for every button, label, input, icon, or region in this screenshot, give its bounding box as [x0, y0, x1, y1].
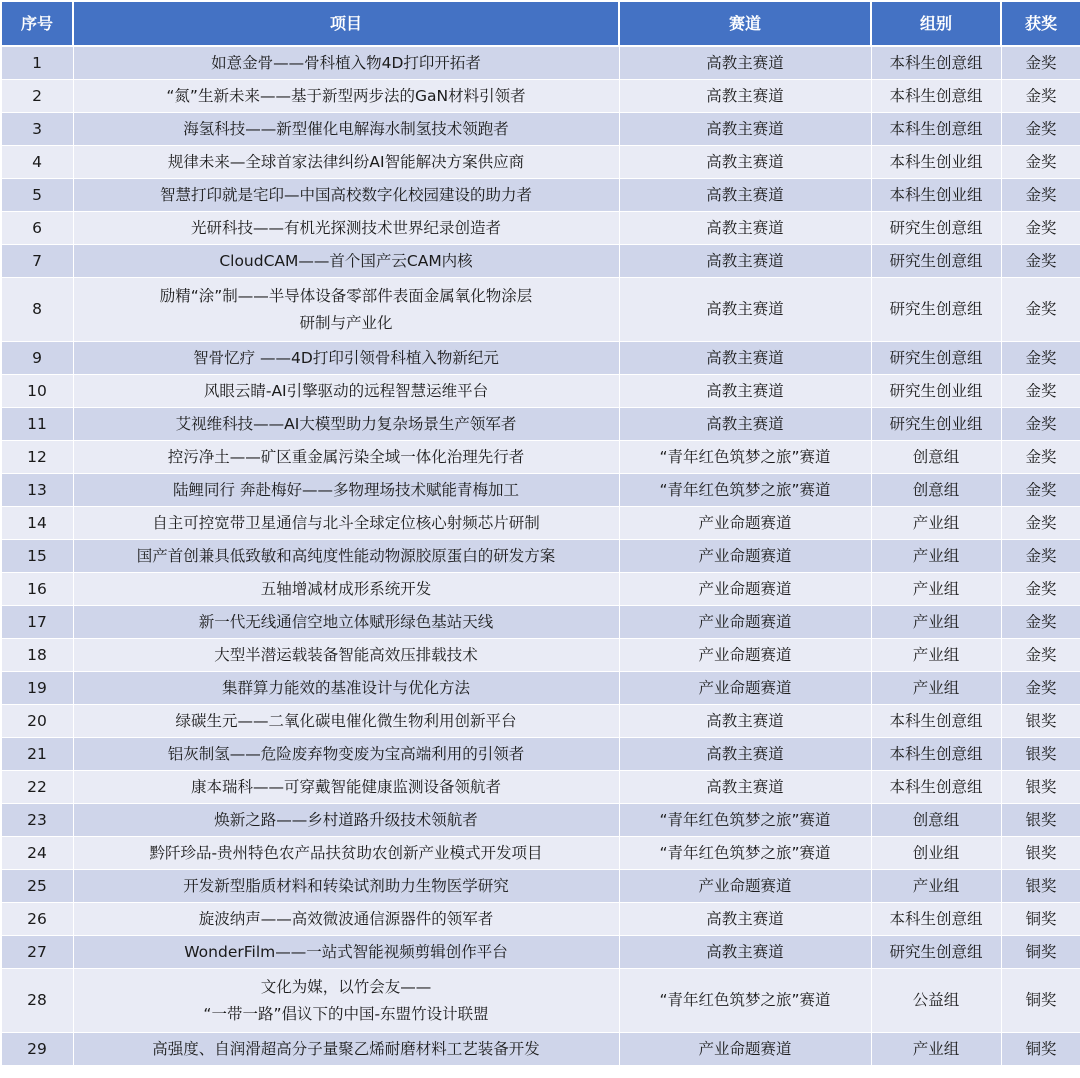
row-number: 14 — [1, 507, 73, 540]
award-level: 金奖 — [1001, 46, 1080, 80]
track-name: 产业命题赛道 — [619, 639, 871, 672]
group-name: 产业组 — [871, 672, 1001, 705]
table-row — [1, 771, 1080, 804]
project-name-line: CloudCAM——首个国产云CAM内核 — [219, 251, 473, 270]
row-number: 12 — [1, 441, 73, 474]
table-row — [1, 146, 1080, 179]
award-level: 金奖 — [1001, 441, 1080, 474]
group-name: 本科生创意组 — [871, 705, 1001, 738]
award-level: 银奖 — [1001, 738, 1080, 771]
project-name-line: 黔阡珍品-贵州特色农产品扶贫助农创新产业模式开发项目 — [149, 843, 543, 862]
project-name-line: 康本瑞科——可穿戴智能健康监测设备领航者 — [190, 777, 501, 796]
table-row — [1, 606, 1080, 639]
group-name: 产业组 — [871, 606, 1001, 639]
group-name: 本科生创意组 — [871, 113, 1001, 146]
project-name — [73, 606, 619, 639]
award-level: 金奖 — [1001, 245, 1080, 278]
row-number: 11 — [1, 408, 73, 441]
row-number: 19 — [1, 672, 73, 705]
track-name: 高教主赛道 — [619, 903, 871, 936]
award-level: 金奖 — [1001, 507, 1080, 540]
project-name-line: 艾视维科技——AI大模型助力复杂场景生产领军者 — [175, 414, 517, 433]
table-row — [1, 179, 1080, 212]
table-row — [1, 870, 1080, 903]
project-name-line: 智骨忆疗 ——4D打印引领骨科植入物新纪元 — [193, 348, 499, 367]
row-number: 18 — [1, 639, 73, 672]
project-name — [73, 870, 619, 903]
row-number: 7 — [1, 245, 73, 278]
project-name-line: 集群算力能效的基准设计与优化方法 — [221, 678, 470, 697]
project-name-line: 规律未来—全球首家法律纠纷AI智能解决方案供应商 — [167, 152, 525, 171]
track-name: “青年红色筑梦之旅”赛道 — [619, 474, 871, 507]
project-name — [73, 245, 619, 278]
award-level: 银奖 — [1001, 837, 1080, 870]
project-name-line: 开发新型脂质材料和转染试剂助力生物医学研究 — [183, 876, 509, 895]
award-level: 金奖 — [1001, 606, 1080, 639]
group-name: 本科生创意组 — [871, 903, 1001, 936]
track-name: 高教主赛道 — [619, 245, 871, 278]
row-number: 26 — [1, 903, 73, 936]
award-level: 金奖 — [1001, 672, 1080, 705]
project-name — [73, 738, 619, 771]
table-body — [1, 46, 1080, 1066]
header-group: 组别 — [871, 1, 1001, 46]
award-level: 银奖 — [1001, 870, 1080, 903]
project-name — [73, 1033, 619, 1066]
project-name-line: 焕新之路——乡村道路升级技术领航者 — [214, 810, 478, 829]
track-name: “青年红色筑梦之旅”赛道 — [619, 441, 871, 474]
project-name — [73, 639, 619, 672]
project-name-line: 国产首创兼具低致敏和高纯度性能动物源胶原蛋白的研发方案 — [136, 546, 556, 565]
row-number: 27 — [1, 936, 73, 969]
project-name — [73, 342, 619, 375]
table-row — [1, 507, 1080, 540]
track-name: 产业命题赛道 — [619, 870, 871, 903]
award-level: 金奖 — [1001, 639, 1080, 672]
table-row — [1, 639, 1080, 672]
table-row — [1, 474, 1080, 507]
award-level: 金奖 — [1001, 146, 1080, 179]
table-row — [1, 113, 1080, 146]
group-name: 产业组 — [871, 870, 1001, 903]
project-name-line: “一带一路”倡议下的中国-东盟竹设计联盟 — [203, 1004, 489, 1023]
table-row — [1, 212, 1080, 245]
track-name: 高教主赛道 — [619, 936, 871, 969]
table-row — [1, 936, 1080, 969]
award-level: 金奖 — [1001, 278, 1080, 342]
row-number: 5 — [1, 179, 73, 212]
track-name: 高教主赛道 — [619, 771, 871, 804]
project-name-line: 控污净土——矿区重金属污染全域一体化治理先行者 — [167, 447, 525, 466]
row-number: 25 — [1, 870, 73, 903]
group-name: 本科生创业组 — [871, 146, 1001, 179]
group-name: 本科生创意组 — [871, 738, 1001, 771]
header-award: 获奖 — [1001, 1, 1080, 46]
award-level: 金奖 — [1001, 540, 1080, 573]
project-name-line: WonderFilm——一站式智能视频剪辑创作平台 — [184, 942, 508, 961]
table-row — [1, 245, 1080, 278]
table-row — [1, 441, 1080, 474]
row-number: 13 — [1, 474, 73, 507]
group-name: 公益组 — [871, 969, 1001, 1033]
row-number: 10 — [1, 375, 73, 408]
row-number: 6 — [1, 212, 73, 245]
project-name — [73, 46, 619, 80]
row-number: 21 — [1, 738, 73, 771]
header-track: 赛道 — [619, 1, 871, 46]
group-name: 创意组 — [871, 441, 1001, 474]
award-level: 金奖 — [1001, 573, 1080, 606]
track-name: “青年红色筑梦之旅”赛道 — [619, 969, 871, 1033]
project-name — [73, 837, 619, 870]
group-name: 产业组 — [871, 507, 1001, 540]
project-name — [73, 705, 619, 738]
award-level: 铜奖 — [1001, 969, 1080, 1033]
track-name: 产业命题赛道 — [619, 573, 871, 606]
project-name-line: 风眼云睛-AI引擎驱动的远程智慧运维平台 — [203, 381, 489, 400]
track-name: 高教主赛道 — [619, 179, 871, 212]
project-name — [73, 212, 619, 245]
project-name — [73, 278, 619, 342]
group-name: 本科生创意组 — [871, 80, 1001, 113]
award-level: 金奖 — [1001, 80, 1080, 113]
table-row — [1, 46, 1080, 80]
group-name: 研究生创业组 — [871, 408, 1001, 441]
table-row — [1, 408, 1080, 441]
award-level: 金奖 — [1001, 212, 1080, 245]
table-row — [1, 672, 1080, 705]
group-name: 本科生创意组 — [871, 771, 1001, 804]
table-row — [1, 837, 1080, 870]
award-level: 金奖 — [1001, 474, 1080, 507]
group-name: 研究生创意组 — [871, 342, 1001, 375]
track-name: 产业命题赛道 — [619, 672, 871, 705]
track-name: 高教主赛道 — [619, 212, 871, 245]
track-name: 高教主赛道 — [619, 375, 871, 408]
project-name-line: 五轴增减材成形系统开发 — [260, 579, 432, 598]
row-number: 3 — [1, 113, 73, 146]
project-name-line: 大型半潜运载装备智能高效压排载技术 — [214, 645, 478, 664]
track-name: 高教主赛道 — [619, 46, 871, 80]
award-level: 金奖 — [1001, 408, 1080, 441]
track-name: 产业命题赛道 — [619, 540, 871, 573]
track-name: 高教主赛道 — [619, 342, 871, 375]
table-row — [1, 804, 1080, 837]
group-name: 创意组 — [871, 474, 1001, 507]
group-name: 研究生创业组 — [871, 375, 1001, 408]
project-name-line: 智慧打印就是宅印—中国高校数字化校园建设的助力者 — [159, 185, 532, 204]
project-name-line: 如意金骨——骨科植入物4D打印开拓者 — [211, 53, 481, 72]
row-number: 20 — [1, 705, 73, 738]
project-name — [73, 969, 619, 1033]
row-number: 22 — [1, 771, 73, 804]
project-name — [73, 936, 619, 969]
project-name — [73, 408, 619, 441]
project-name — [73, 80, 619, 113]
project-name-line: 励精“涂”制——半导体设备零部件表面金属氧化物涂层 — [159, 286, 533, 305]
track-name: “青年红色筑梦之旅”赛道 — [619, 804, 871, 837]
header-row — [1, 1, 1080, 46]
award-level: 铜奖 — [1001, 936, 1080, 969]
row-number: 29 — [1, 1033, 73, 1066]
table-row — [1, 573, 1080, 606]
track-name: 高教主赛道 — [619, 705, 871, 738]
project-name — [73, 441, 619, 474]
project-name-line: 高强度、自润滑超高分子量聚乙烯耐磨材料工艺装备开发 — [152, 1039, 540, 1058]
award-level: 金奖 — [1001, 179, 1080, 212]
project-name-line: 研制与产业化 — [299, 313, 393, 332]
table-row — [1, 540, 1080, 573]
group-name: 研究生创意组 — [871, 936, 1001, 969]
project-name — [73, 375, 619, 408]
group-name: 本科生创意组 — [871, 46, 1001, 80]
project-name-line: 自主可控宽带卫星通信与北斗全球定位核心射频芯片研制 — [152, 513, 540, 532]
row-number: 15 — [1, 540, 73, 573]
project-name — [73, 573, 619, 606]
project-name — [73, 903, 619, 936]
award-level: 金奖 — [1001, 342, 1080, 375]
project-name-line: 绿碳生元——二氧化碳电催化微生物利用创新平台 — [175, 711, 517, 730]
award-level: 金奖 — [1001, 375, 1080, 408]
award-level: 银奖 — [1001, 771, 1080, 804]
project-name-line: 陆鲤同行 奔赴梅好——多物理场技术赋能青梅加工 — [173, 480, 519, 499]
track-name: 高教主赛道 — [619, 146, 871, 179]
row-number: 4 — [1, 146, 73, 179]
track-name: 产业命题赛道 — [619, 507, 871, 540]
track-name: 产业命题赛道 — [619, 606, 871, 639]
track-name: 高教主赛道 — [619, 278, 871, 342]
track-name: “青年红色筑梦之旅”赛道 — [619, 837, 871, 870]
table-row — [1, 278, 1080, 342]
row-number: 17 — [1, 606, 73, 639]
project-name-line: 海氢科技——新型催化电解海水制氢技术领跑者 — [183, 119, 509, 138]
row-number: 2 — [1, 80, 73, 113]
track-name: 高教主赛道 — [619, 113, 871, 146]
row-number: 1 — [1, 46, 73, 80]
group-name: 产业组 — [871, 540, 1001, 573]
award-level: 金奖 — [1001, 113, 1080, 146]
table-row — [1, 80, 1080, 113]
award-level: 银奖 — [1001, 705, 1080, 738]
award-level: 铜奖 — [1001, 903, 1080, 936]
project-name — [73, 771, 619, 804]
project-name-line: 旋波纳声——高效微波通信源器件的领军者 — [198, 909, 494, 928]
group-name: 研究生创意组 — [871, 212, 1001, 245]
track-name: 产业命题赛道 — [619, 1033, 871, 1066]
table-row — [1, 903, 1080, 936]
row-number: 24 — [1, 837, 73, 870]
row-number: 8 — [1, 278, 73, 342]
row-number: 23 — [1, 804, 73, 837]
project-name — [73, 146, 619, 179]
group-name: 产业组 — [871, 573, 1001, 606]
track-name: 高教主赛道 — [619, 738, 871, 771]
project-name — [73, 507, 619, 540]
project-name-line: “氮”生新未来——基于新型两步法的GaN材料引领者 — [166, 86, 526, 105]
project-name — [73, 179, 619, 212]
group-name: 产业组 — [871, 639, 1001, 672]
group-name: 研究生创意组 — [871, 278, 1001, 342]
project-name-line: 光研科技——有机光探测技术世界纪录创造者 — [190, 218, 501, 237]
table-row — [1, 738, 1080, 771]
project-name — [73, 474, 619, 507]
award-level: 银奖 — [1001, 804, 1080, 837]
group-name: 研究生创意组 — [871, 245, 1001, 278]
row-number: 9 — [1, 342, 73, 375]
row-number: 16 — [1, 573, 73, 606]
award-level: 铜奖 — [1001, 1033, 1080, 1066]
project-name-line: 文化为媒，以竹会友—— — [260, 977, 432, 996]
project-name-line: 铝灰制氢——危险废弃物变废为宝高端利用的引领者 — [167, 744, 525, 763]
project-name — [73, 804, 619, 837]
project-name — [73, 540, 619, 573]
table-row — [1, 969, 1080, 1033]
table-row — [1, 1033, 1080, 1066]
group-name: 产业组 — [871, 1033, 1001, 1066]
track-name: 高教主赛道 — [619, 408, 871, 441]
row-number: 28 — [1, 969, 73, 1033]
group-name: 创业组 — [871, 837, 1001, 870]
table-row — [1, 342, 1080, 375]
table-row — [1, 375, 1080, 408]
track-name: 高教主赛道 — [619, 80, 871, 113]
project-name — [73, 672, 619, 705]
table-row — [1, 705, 1080, 738]
header-no: 序号 — [1, 1, 73, 46]
project-name-line: 新一代无线通信空地立体赋形绿色基站天线 — [198, 612, 494, 631]
group-name: 本科生创业组 — [871, 179, 1001, 212]
group-name: 创意组 — [871, 804, 1001, 837]
project-name — [73, 113, 619, 146]
header-project: 项目 — [73, 1, 619, 46]
